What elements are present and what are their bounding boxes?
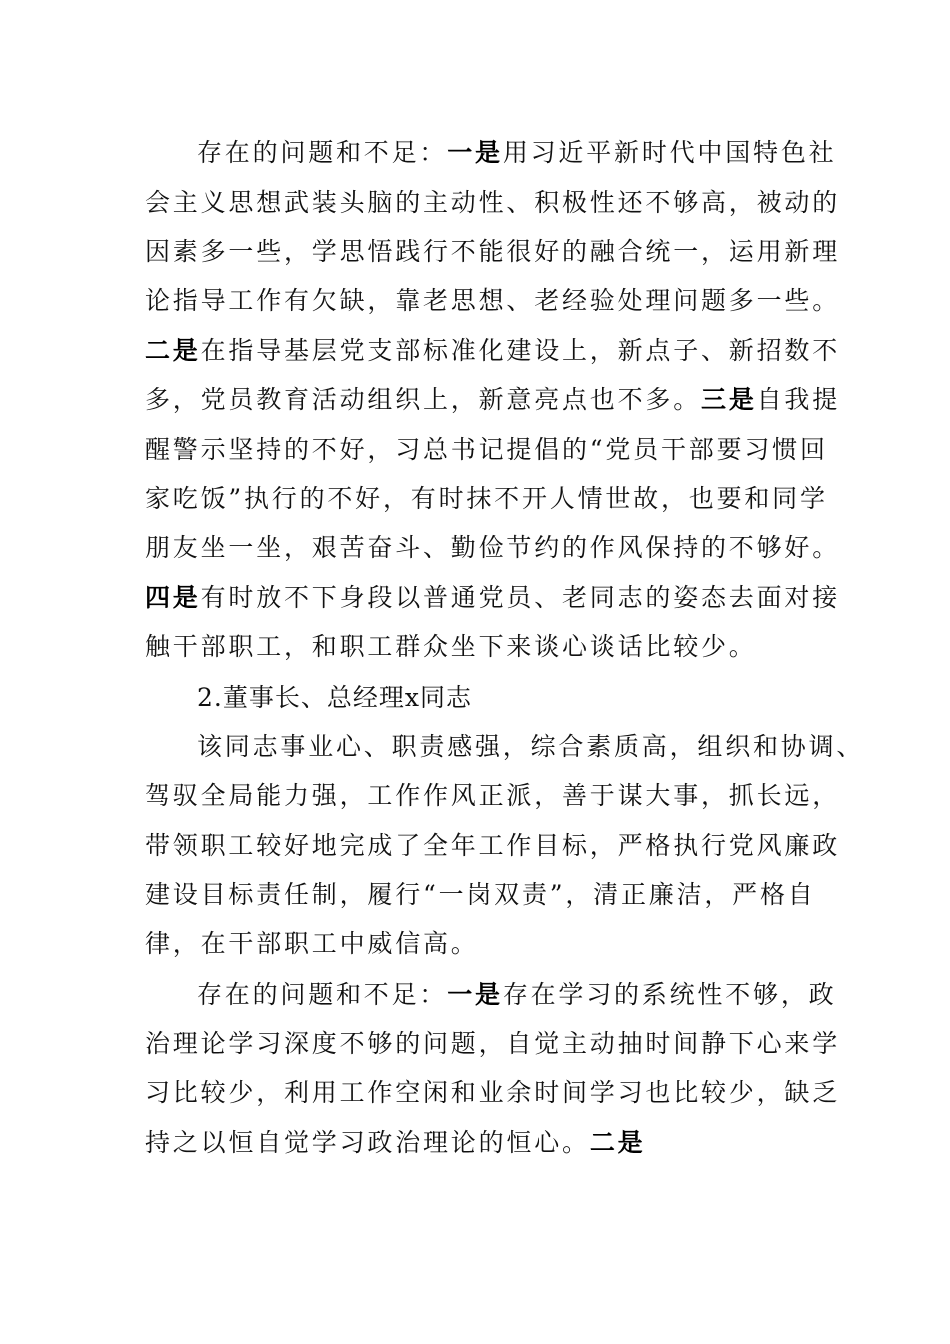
paragraph-line — [145, 1118, 645, 1168]
text-segment: 有时放不下身段以普通党员、老同志的姿态去面对接 — [200, 583, 841, 612]
text-segment: 自我提 — [756, 385, 841, 414]
bold-marker: 一是 — [447, 138, 503, 167]
paragraph-line — [145, 573, 840, 623]
text-segment: 醒警示坚持的不好，习总书记提倡的“党员干部要习惯回 — [145, 435, 828, 464]
paragraph-line — [145, 771, 840, 821]
text-segment: 存在学习的系统性不够，政 — [502, 980, 837, 1009]
text-segment: 在指导基层党支部标准化建设上，新点子、新招数不 — [200, 336, 841, 365]
text-segment: 2.董事长、总经理x同志 — [197, 683, 472, 712]
text-segment: 治理论学习深度不够的问题，自觉主动抽时间静下心来学 — [145, 1029, 841, 1058]
text-segment: 带领职工较好地完成了全年工作目标，严格执行党风廉政 — [145, 831, 841, 860]
bold-marker: 三是 — [701, 385, 757, 414]
text-segment: 家吃饭”执行的不好，有时抹不开人情世故，也要和同学 — [145, 484, 828, 513]
paragraph-line — [145, 821, 840, 871]
text-segment: 论指导工作有欠缺，靠老思想、老经验处理问题多一些。 — [145, 286, 841, 315]
text-segment: 用习近平新时代中国特色社 — [502, 138, 837, 167]
paragraph-line — [197, 970, 836, 1020]
text-segment: 朋友坐一坐，艰苦奋斗、勤俭节约的作风保持的不够好。 — [145, 533, 841, 562]
paragraph-line — [145, 425, 828, 475]
text-segment: 存在的问题和不足： — [197, 138, 448, 167]
paragraph-line — [145, 227, 840, 277]
paragraph-line — [145, 178, 840, 228]
text-segment: 因素多一些，学思悟践行不能很好的融合统一，运用新理 — [145, 237, 841, 266]
paragraph-line — [197, 128, 836, 178]
section-heading — [197, 673, 472, 723]
paragraph-line — [197, 722, 864, 772]
text-segment: 驾驭全局能力强，工作作风正派，善于谋大事，抓长远， — [145, 781, 841, 810]
paragraph-line — [145, 870, 816, 920]
bold-marker: 四是 — [145, 583, 201, 612]
text-segment: 多，党员教育活动组织上，新意亮点也不多。 — [145, 385, 702, 414]
paragraph-line — [145, 1019, 840, 1069]
paragraph-line — [145, 919, 479, 969]
text-segment: 持之以恒自觉学习政治理论的恒心。 — [145, 1128, 590, 1157]
paragraph-line — [145, 1068, 840, 1118]
text-segment: 习比较少，利用工作空闲和业余时间学习也比较少，缺乏 — [145, 1078, 841, 1107]
bold-marker: 二是 — [589, 1128, 646, 1157]
text-segment: 触干部职工，和职工群众坐下来谈心谈话比较少。 — [145, 632, 757, 661]
paragraph-line — [145, 523, 840, 573]
text-segment: 存在的问题和不足： — [197, 980, 448, 1009]
bold-marker: 二是 — [145, 336, 201, 365]
text-segment: 该同志事业心、职责感强，综合素质高，组织和协调、 — [197, 732, 865, 761]
paragraph-line — [145, 375, 840, 425]
paragraph-line — [145, 474, 828, 524]
paragraph-line — [145, 622, 757, 672]
paragraph-line — [145, 326, 840, 376]
paragraph-line — [145, 276, 840, 326]
text-segment: 建设目标责任制，履行“一岗双责”，清正廉洁，严格自 — [145, 880, 816, 909]
text-segment: 会主义思想武装头脑的主动性、积极性还不够高，被动的 — [145, 188, 841, 217]
bold-marker: 一是 — [447, 980, 503, 1009]
text-segment: 律，在干部职工中威信高。 — [145, 929, 479, 958]
